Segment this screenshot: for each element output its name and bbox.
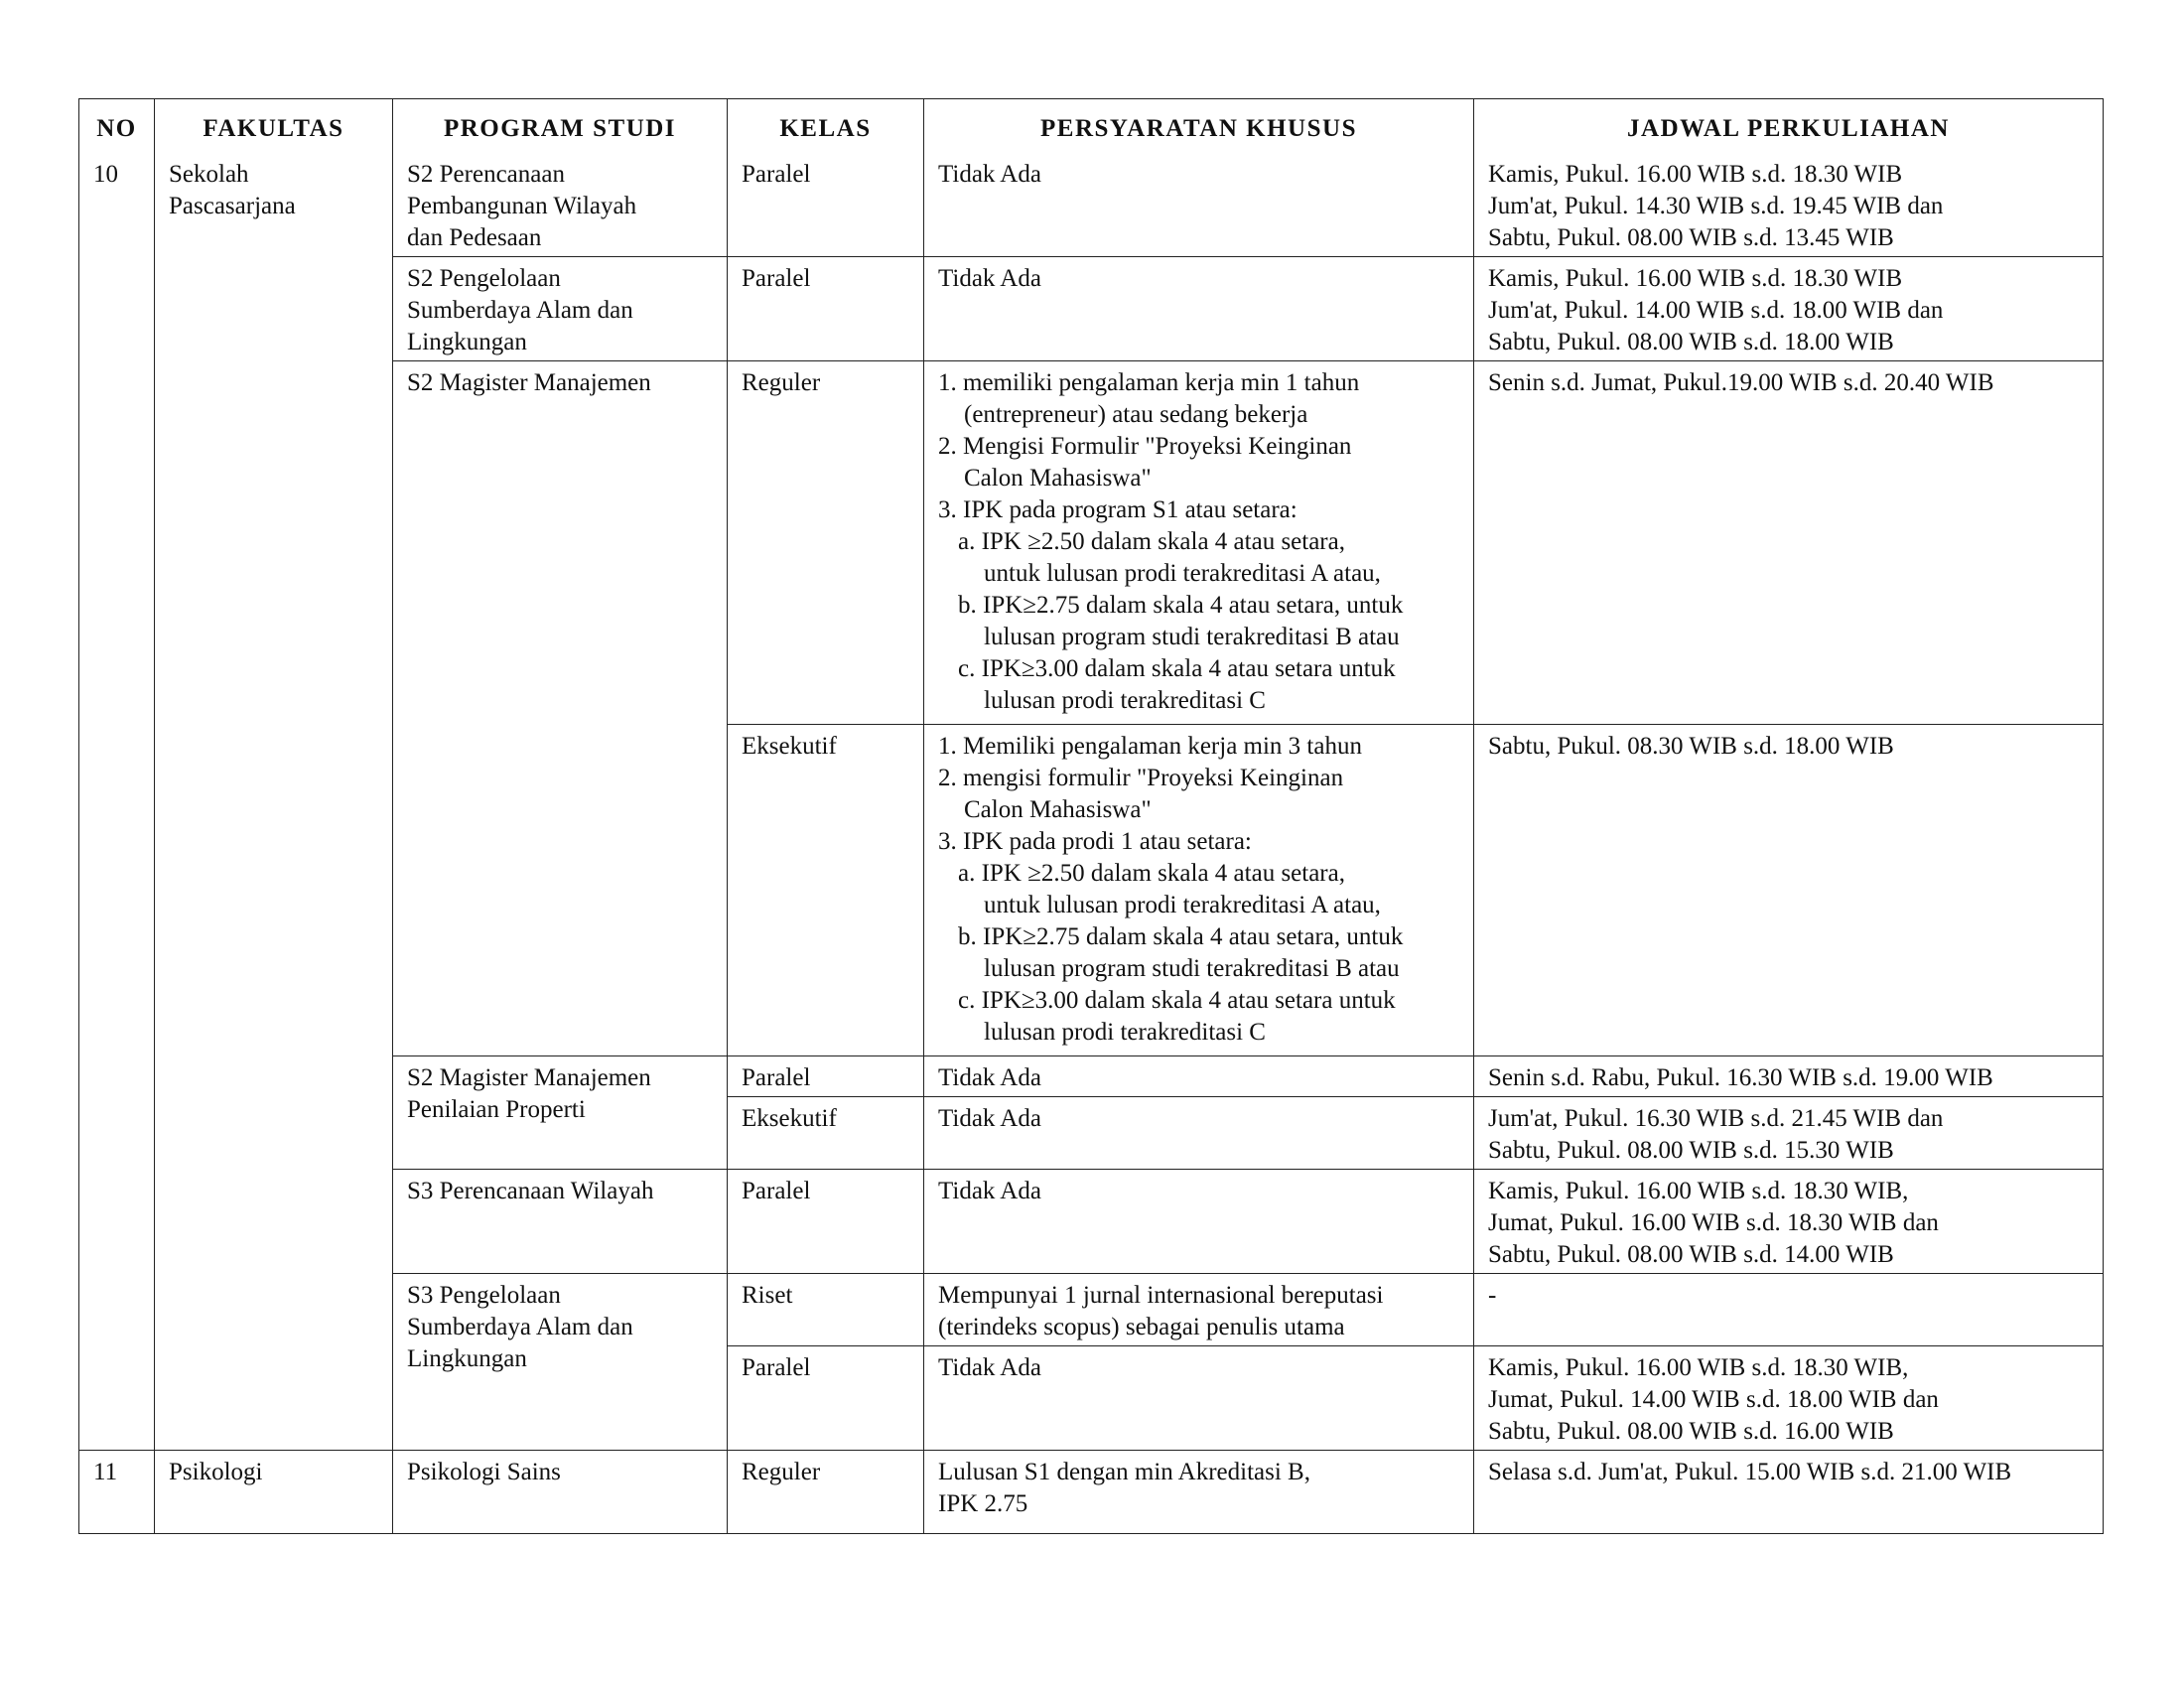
header-fakultas: FAKULTAS	[155, 99, 393, 154]
cell-text-line: dan Pedesaan	[407, 224, 542, 251]
cell-kelas: Eksekutif	[728, 725, 924, 1056]
cell-kelas: Paralel	[728, 1346, 924, 1451]
cell-text-line: Jum'at, Pukul. 14.30 WIB s.d. 19.45 WIB dan	[1488, 193, 1944, 219]
cell-text-line: Lingkungan	[407, 329, 527, 355]
header-row	[79, 99, 2104, 154]
cell-jadwal: Selasa s.d. Jum'at, Pukul. 15.00 WIB s.d. 21.00 WIB	[1474, 1451, 2104, 1534]
cell-jadwal	[1474, 1097, 2104, 1170]
cell-kelas: Eksekutif	[728, 1097, 924, 1170]
requirement-line: (terindeks scopus) sebagai penulis utama	[938, 1314, 1345, 1340]
cell-kelas: Paralel	[728, 1170, 924, 1274]
cell-text-line: Sumberdaya Alam dan	[407, 297, 633, 324]
cell-text-line: Penilaian Properti	[407, 1096, 586, 1123]
cell-no: 10	[79, 153, 155, 1451]
requirement-line: a. IPK ≥2.50 dalam skala 4 atau setara,	[958, 528, 1345, 555]
cell-text-line: Jumat, Pukul. 14.00 WIB s.d. 18.00 WIB dan	[1488, 1386, 1939, 1413]
cell-fakultas	[155, 153, 393, 1451]
requirement-line: lulusan prodi terakreditasi C	[984, 687, 1266, 714]
cell-text-line: Sabtu, Pukul. 08.00 WIB s.d. 14.00 WIB	[1488, 1241, 1894, 1268]
table-row	[79, 1451, 2104, 1534]
cell-persyaratan: Tidak Ada	[924, 153, 1474, 257]
cell-jadwal: Sabtu, Pukul. 08.30 WIB s.d. 18.00 WIB	[1474, 725, 2104, 1056]
cell-persyaratan	[924, 725, 1474, 1056]
requirement-line: Lulusan S1 dengan min Akreditasi B,	[938, 1459, 1310, 1485]
cell-jadwal: -	[1474, 1274, 2104, 1346]
cell-text-line: S2 Pengelolaan	[407, 265, 561, 292]
cell-persyaratan: Tidak Ada	[924, 1097, 1474, 1170]
cell-persyaratan: Tidak Ada	[924, 1346, 1474, 1451]
requirement-line: b. IPK≥2.75 dalam skala 4 atau setara, untuk	[958, 923, 1404, 950]
header-program-studi: PROGRAM STUDI	[393, 99, 728, 154]
cell-jadwal: Senin s.d. Rabu, Pukul. 16.30 WIB s.d. 19.00 WIB	[1474, 1056, 2104, 1097]
cell-kelas: Paralel	[728, 257, 924, 361]
requirement-line: c. IPK≥3.00 dalam skala 4 atau setara untuk	[958, 655, 1396, 682]
cell-kelas: Paralel	[728, 153, 924, 257]
cell-program-studi	[393, 1274, 728, 1451]
cell-persyaratan: Tidak Ada	[924, 257, 1474, 361]
cell-kelas: Paralel	[728, 1056, 924, 1097]
requirement-line: 1. Memiliki pengalaman kerja min 3 tahun	[938, 733, 1362, 760]
table-row	[79, 153, 2104, 257]
cell-text-line: Kamis, Pukul. 16.00 WIB s.d. 18.30 WIB,	[1488, 1354, 1909, 1381]
requirement-line: 2. Mengisi Formulir "Proyeksi Keinginan	[938, 433, 1352, 460]
cell-text-line: Lingkungan	[407, 1345, 527, 1372]
cell-program-studi: S3 Perencanaan Wilayah	[393, 1170, 728, 1274]
admission-requirements-table	[78, 98, 2104, 1534]
requirement-line: lulusan program studi terakreditasi B atau	[984, 624, 1400, 650]
cell-kelas: Riset	[728, 1274, 924, 1346]
cell-jadwal	[1474, 1170, 2104, 1274]
cell-text-line: Sabtu, Pukul. 08.00 WIB s.d. 16.00 WIB	[1488, 1418, 1894, 1445]
cell-no: 11	[79, 1451, 155, 1534]
cell-kelas: Reguler	[728, 361, 924, 725]
requirement-line: 1. memiliki pengalaman kerja min 1 tahun	[938, 369, 1360, 396]
header-no: NO	[79, 99, 155, 154]
requirement-line: untuk lulusan prodi terakreditasi A atau,	[984, 892, 1381, 918]
cell-kelas: Reguler	[728, 1451, 924, 1534]
cell-text-line: Sekolah	[169, 161, 249, 188]
cell-program-studi	[393, 257, 728, 361]
cell-text-line: S2 Perencanaan	[407, 161, 565, 188]
cell-text-line: Kamis, Pukul. 16.00 WIB s.d. 18.30 WIB,	[1488, 1178, 1909, 1204]
requirement-line: a. IPK ≥2.50 dalam skala 4 atau setara,	[958, 860, 1345, 887]
requirement-line: c. IPK≥3.00 dalam skala 4 atau setara untuk	[958, 987, 1396, 1014]
cell-persyaratan	[924, 1274, 1474, 1346]
requirement-line: 2. mengisi formulir "Proyeksi Keinginan	[938, 765, 1344, 791]
cell-persyaratan	[924, 1451, 1474, 1534]
cell-text-line: Pembangunan Wilayah	[407, 193, 637, 219]
cell-text-line: Sabtu, Pukul. 08.00 WIB s.d. 15.30 WIB	[1488, 1137, 1894, 1164]
cell-text-line: S3 Pengelolaan	[407, 1282, 561, 1309]
requirement-line: 3. IPK pada prodi 1 atau setara:	[938, 828, 1252, 855]
cell-program-studi: S2 Magister Manajemen	[393, 361, 728, 1056]
requirement-line: b. IPK≥2.75 dalam skala 4 atau setara, untuk	[958, 592, 1404, 619]
cell-text-line: Pascasarjana	[169, 193, 296, 219]
requirement-line: Mempunyai 1 jurnal internasional bereputasi	[938, 1282, 1384, 1309]
cell-persyaratan	[924, 361, 1474, 725]
cell-persyaratan: Tidak Ada	[924, 1170, 1474, 1274]
requirement-line: Calon Mahasiswa"	[964, 796, 1152, 823]
requirement-line: lulusan prodi terakreditasi C	[984, 1019, 1266, 1046]
cell-persyaratan: Tidak Ada	[924, 1056, 1474, 1097]
requirement-line: IPK 2.75	[938, 1490, 1028, 1517]
cell-text-line: Sumberdaya Alam dan	[407, 1314, 633, 1340]
header-jadwal: JADWAL PERKULIAHAN	[1474, 99, 2104, 154]
requirement-line: (entrepreneur) atau sedang bekerja	[964, 401, 1308, 428]
cell-text-line: Sabtu, Pukul. 08.00 WIB s.d. 18.00 WIB	[1488, 329, 1894, 355]
cell-text-line: Kamis, Pukul. 16.00 WIB s.d. 18.30 WIB	[1488, 161, 1903, 188]
cell-jadwal: Senin s.d. Jumat, Pukul.19.00 WIB s.d. 20.40 WIB	[1474, 361, 2104, 725]
header-persyaratan: PERSYARATAN KHUSUS	[924, 99, 1474, 154]
cell-text-line: Sabtu, Pukul. 08.00 WIB s.d. 13.45 WIB	[1488, 224, 1894, 251]
cell-jadwal	[1474, 1346, 2104, 1451]
cell-text-line: Jum'at, Pukul. 14.00 WIB s.d. 18.00 WIB dan	[1488, 297, 1944, 324]
cell-program-studi: Psikologi Sains	[393, 1451, 728, 1534]
requirement-line: lulusan program studi terakreditasi B atau	[984, 955, 1400, 982]
cell-jadwal	[1474, 153, 2104, 257]
cell-fakultas: Psikologi	[155, 1451, 393, 1534]
cell-jadwal	[1474, 257, 2104, 361]
cell-program-studi	[393, 153, 728, 257]
cell-text-line: S2 Magister Manajemen	[407, 1064, 651, 1091]
requirement-line: 3. IPK pada program S1 atau setara:	[938, 496, 1297, 523]
requirement-line: untuk lulusan prodi terakreditasi A atau,	[984, 560, 1381, 587]
header-kelas: KELAS	[728, 99, 924, 154]
requirement-line: Calon Mahasiswa"	[964, 465, 1152, 492]
cell-program-studi	[393, 1056, 728, 1170]
cell-text-line: Kamis, Pukul. 16.00 WIB s.d. 18.30 WIB	[1488, 265, 1903, 292]
cell-text-line: Jum'at, Pukul. 16.30 WIB s.d. 21.45 WIB dan	[1488, 1105, 1944, 1132]
cell-text-line: Jumat, Pukul. 16.00 WIB s.d. 18.30 WIB dan	[1488, 1209, 1939, 1236]
